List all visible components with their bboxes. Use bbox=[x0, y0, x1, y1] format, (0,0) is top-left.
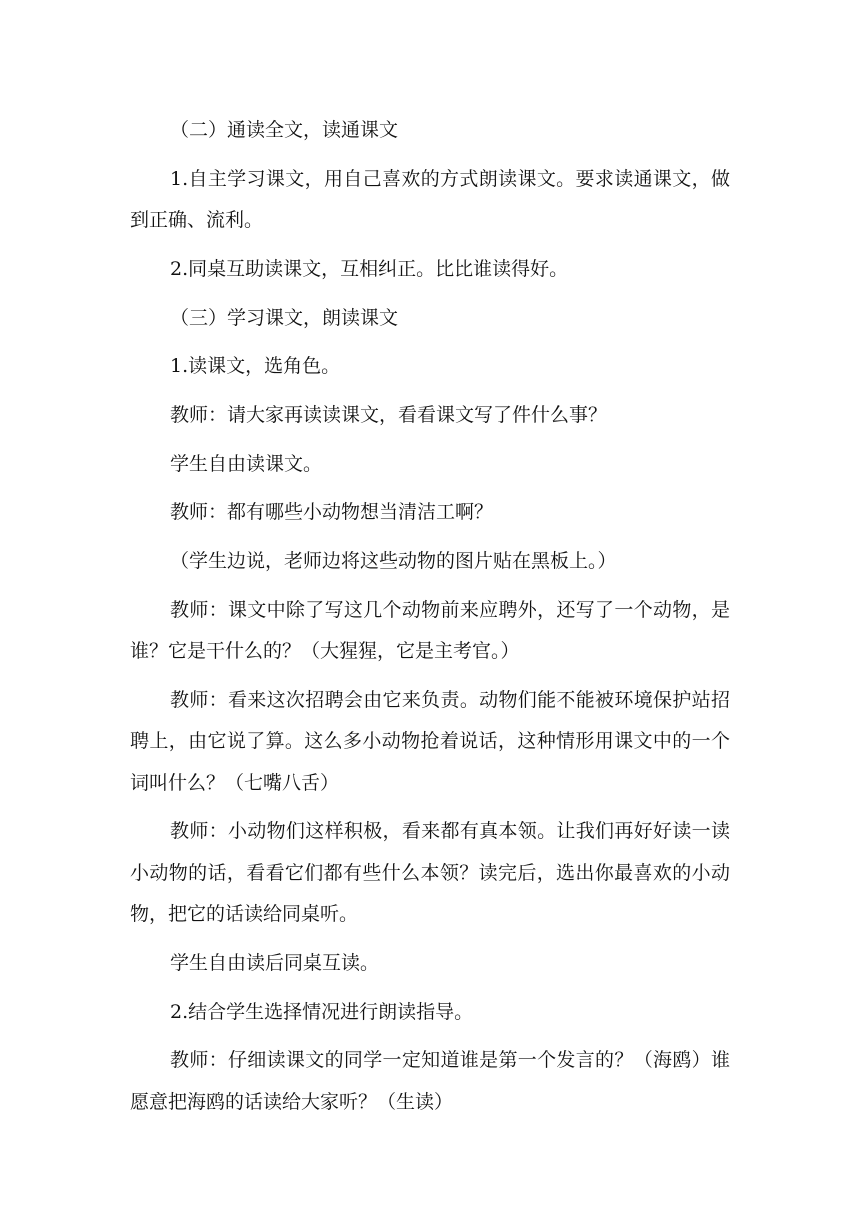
document-body bbox=[130, 110, 730, 1130]
section-heading-3: （三）学习课文，朗读课文 bbox=[170, 306, 399, 329]
paragraph: 学生自由读后同桌互读。 bbox=[170, 951, 380, 974]
paragraph: 学生自由读课文。 bbox=[170, 452, 323, 475]
paragraph: 教师：小动物们这样积极，看来都有真本领。让我们再好好读一读小动物的话，看看它们都有些什么本领？读完后，选出你最喜欢的小动物，把它的话读给同桌听。 bbox=[130, 820, 730, 926]
paragraph: （学生边说，老师边将这些动物的图片贴在黑板上。） bbox=[170, 550, 617, 573]
paragraph: 教师：请大家再读读课文，看看课文写了件什么事？ bbox=[170, 403, 608, 426]
paragraph: 教师：看来这次招聘会由它来负责。动物们能不能被环境保护站招聘上，由它说了算。这么多小动物抢着说话，这种情形用课文中的一个词叫什么？（七嘴八舌） bbox=[130, 688, 730, 794]
paragraph: 1.读课文，选角色。 bbox=[170, 355, 341, 378]
paragraph: 教师：仔细读课文的同学一定知道谁是第一个发言的？（海鸥）谁愿意把海鸥的话读给大家听？（生读） bbox=[130, 1049, 730, 1113]
paragraph: 教师：课文中除了写这几个动物前来应聘外，还写了一个动物，是谁？它是干什么的？（大猩猩，它是主考官。） bbox=[130, 598, 730, 663]
paragraph: 2.同桌互助读课文，互相纠正。比比谁读得好。 bbox=[170, 257, 569, 280]
paragraph: 教师：都有哪些小动物想当清洁工啊？ bbox=[170, 501, 494, 524]
paragraph: 2.结合学生选择情况进行朗读指导。 bbox=[170, 1000, 474, 1023]
section-heading-2: （二）通读全文，读通课文 bbox=[170, 119, 399, 141]
paragraph: 1.自主学习课文，用自己喜欢的方式朗读课文。要求读通课文，做到正确、流利。 bbox=[130, 167, 730, 232]
